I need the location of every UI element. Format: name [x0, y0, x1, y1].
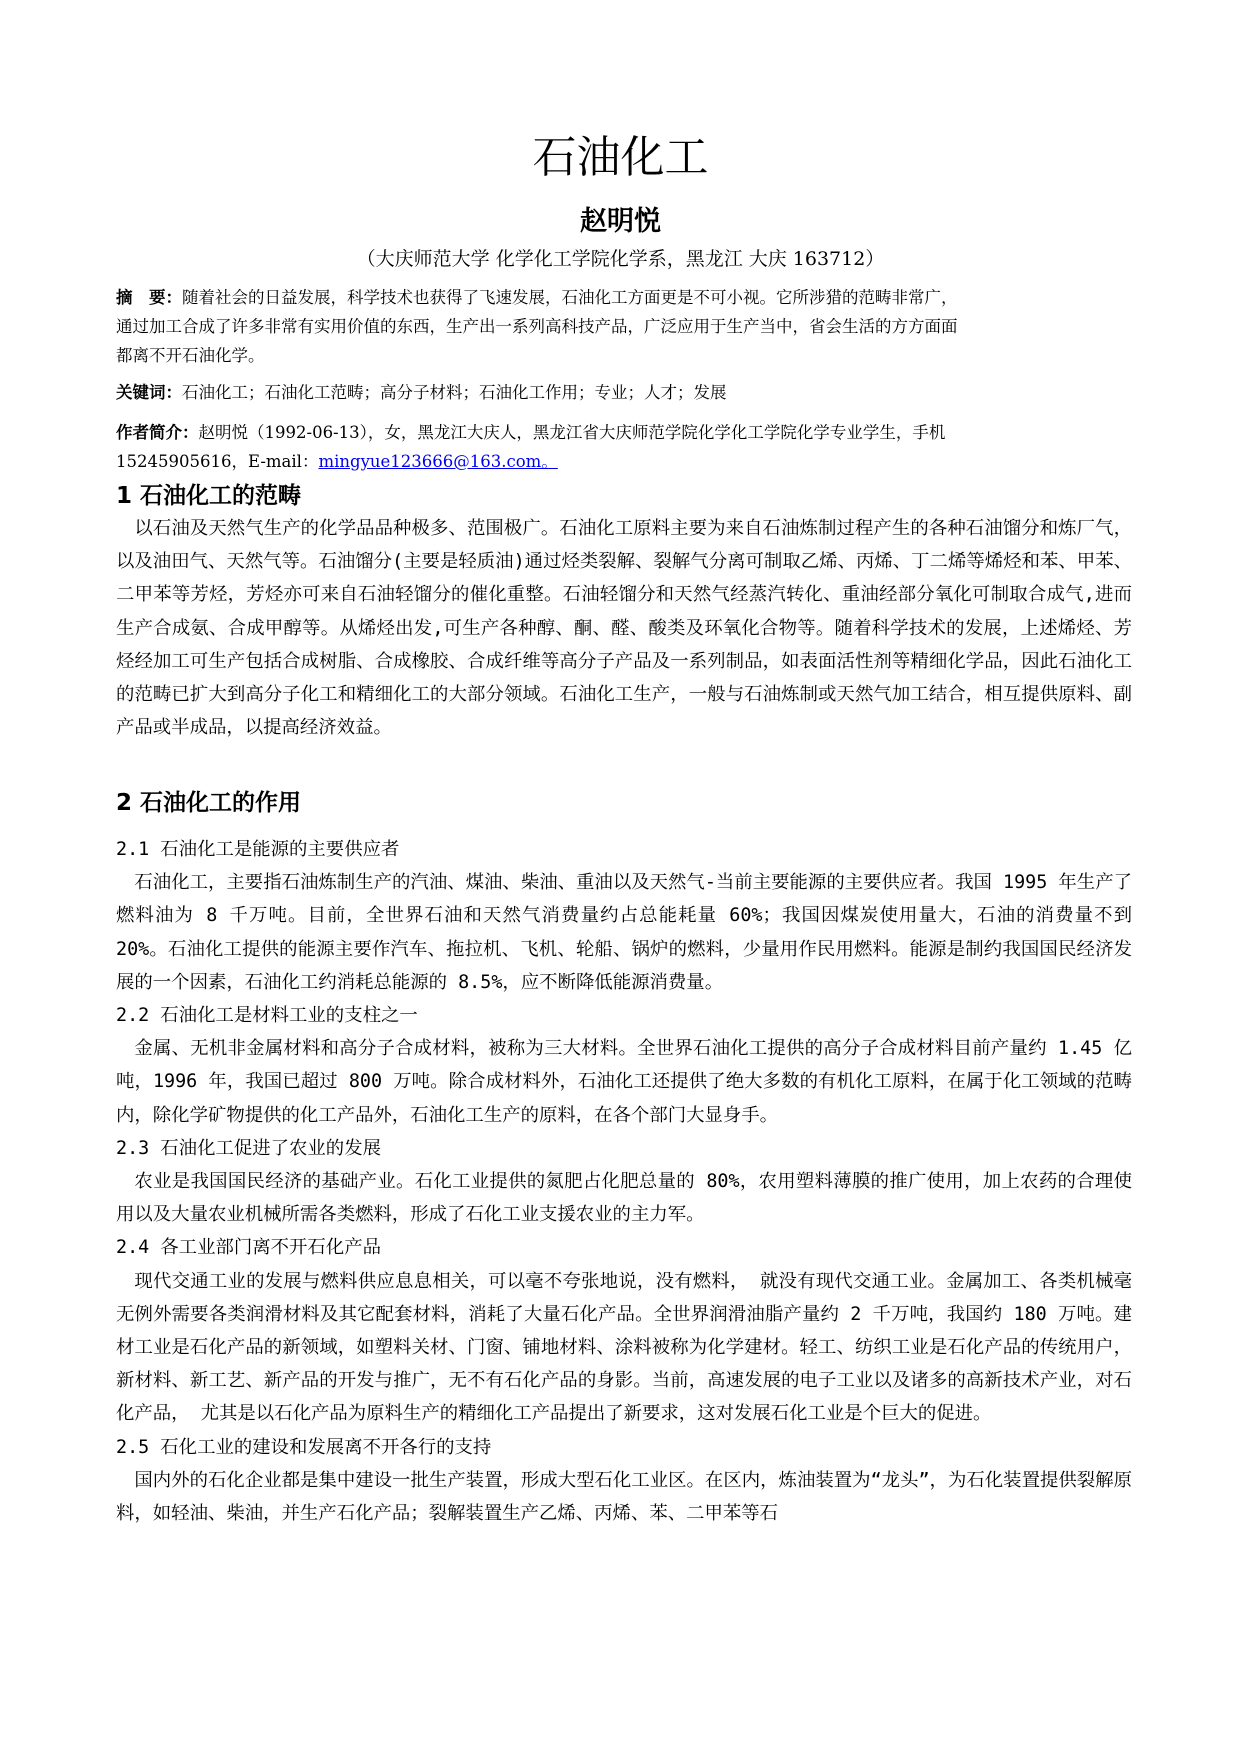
keywords — [116, 378, 1106, 407]
subsection-heading: 2.3 石油化工促进了农业的发展 — [116, 1137, 381, 1159]
subsection-heading: 2.2 石油化工是材料工业的支柱之一 — [116, 1005, 418, 1027]
paragraph: 以石油及天然气生产的化学品品种极多、范围极广。石油化工原料主要为来自石油炼制过程产生的各种石油馏分和炼厂气，以及油田气、天然气等。石油馏分(主要是轻质油)通过烃类裂解、裂解气分离可制取乙烯、丙烯、丁二烯等烯烃和苯、甲苯、二甲苯等芳烃，芳烃亦可来自石油轻馏分的催化重整。石油轻馏分和天然气经蒸汽转化、重油经部分氧化可制取合成气,进而生产合成氨、合成甲醇等。从烯烃出发,可生产各种醇、酮、醛、酸类及环氧化合物等。随着科学技术的发展，上述烯烃、芳烃经加工可生产包括合成树脂、合成橡胶、合成纤维等高分子产品及一系列制品，如表面活性剂等精细化学品，因此石油化工的范畴已扩大到高分子化工和精细化工的大部分领域。石油化工生产，一般与石油炼制或天然气加工结合，相互提供原料、副产品或半成品，以提高经济效益。 — [116, 518, 1132, 739]
abstract-label: 摘 要： — [116, 288, 182, 307]
paragraph: 国内外的石化企业都是集中建设一批生产装置，形成大型石化工业区。在区内，炼油装置为“龙头”，为石化装置提供裂解原料，如轻油、柴油，并生产石化产品；裂解装置生产乙烯、丙烯、苯、二甲苯等石 — [116, 1469, 1132, 1525]
subsection-heading: 2.5 石化工业的建设和发展离不开各行的支持 — [116, 1436, 492, 1458]
paper-title: 石油化工 — [532, 132, 709, 183]
paragraph: 农业是我国国民经济的基础产业。石化工业提供的氮肥占化肥总量的 80%，农用塑料薄膜的推广使用，加上农药的合理使用以及大量农业机械所需各类燃料，形成了石化工业支援农业的主力军。 — [116, 1171, 1132, 1226]
author-intro — [116, 418, 1106, 476]
author-name: 赵明悦 — [580, 206, 661, 237]
section-2-heading: 2 石油化工的作用 — [116, 790, 302, 816]
paragraph: 现代交通工业的发展与燃料供应息息相关，可以毫不夸张地说，没有燃料， 就没有现代交通工业。金属加工、各类机械毫无例外需要各类润滑材料及其它配套材料，消耗了大量石化产品。全世界润滑油脂产量约 2 千万吨，我国约 180 万吨。建材工业是石化产品的新领域，如塑料关材、门窗、铺地材料、涂料被称为化学建材。轻工、纺织工业是石化产品的传统用户，新材料、新工艺、新产品的开发与推广，无不有石化产品的身影。当前，高速发展的电子工业以及诸多的高新技术产业，对石化产品， 尤其是以石化产品为原料生产的精细化工产品提出了新要求，这对发展石化工业是个巨大的促进。 — [116, 1270, 1132, 1425]
author-affiliation: （大庆师范大学 化学化工学院化学系，黑龙江 大庆 163712） — [356, 248, 885, 270]
abstract-line: 摘 要：随着社会的日益发展，科学技术也获得了飞速发展，石油化工方面更是不可小视。它所涉猎的范畴非常广， — [116, 288, 958, 307]
keywords-text: 石油化工；石油化工范畴；高分子材料；石油化工作用；专业；人才；发展 — [182, 383, 727, 402]
abstract-line: 通过加工合成了许多非常有实用价值的东西，生产出一系列高科技产品，广泛应用于生产当中，省会生活的方方面面 — [116, 317, 958, 336]
author-intro-line: 15245905616，E-mail：mingyue123666@163.com。 — [116, 452, 558, 471]
author-intro-label: 作者简介： — [116, 423, 199, 442]
abstract — [116, 283, 1106, 370]
paragraph: 金属、无机非金属材料和高分子合成材料，被称为三大材料。全世界石油化工提供的高分子合成材料目前产量约 1.45 亿吨，1996 年，我国已超过 800 万吨。除合成材料外，石油化工还提供了绝大多数的有机化工原料，在属于化工领域的范畴内，除化学矿物提供的化工产品外，石油化工生产的原料，在各个部门大显身手。 — [116, 1038, 1132, 1126]
paragraph: 石油化工，主要指石油炼制生产的汽油、煤油、柴油、重油以及天然气-当前主要能源的主要供应者。我国 1995 年生产了燃料油为 8 千万吨。目前，全世界石油和天然气消费量约占总能耗量 60%；我国因煤炭使用量大，石油的消费量不到 20%。石油化工提供的能源主要作汽车、拖拉机、飞机、轮船、锅炉的燃料，少量用作民用燃料。能源是制约我国国民经济发展的一个因素，石油化工约消耗总能源的 8.5%，应不断降低能源消费量。 — [116, 872, 1132, 993]
keywords-label: 关键词： — [116, 383, 182, 402]
email-link[interactable]: mingyue123666@163.com。 — [318, 452, 558, 471]
subsection-heading: 2.1 石油化工是能源的主要供应者 — [116, 839, 400, 860]
section-2-body — [116, 833, 1132, 1530]
subsection-heading: 2.4 各工业部门离不开石化产品 — [116, 1237, 381, 1259]
abstract-line: 都离不开石油化学。 — [116, 346, 265, 365]
section-1-heading: 1 石油化工的范畴 — [116, 483, 302, 509]
author-intro-line: 作者简介：赵明悦（1992-06-13），女，黑龙江大庆人，黑龙江省大庆师范学院化学化工学院化学专业学生，手机 — [116, 423, 946, 442]
section-1-body — [116, 512, 1132, 744]
